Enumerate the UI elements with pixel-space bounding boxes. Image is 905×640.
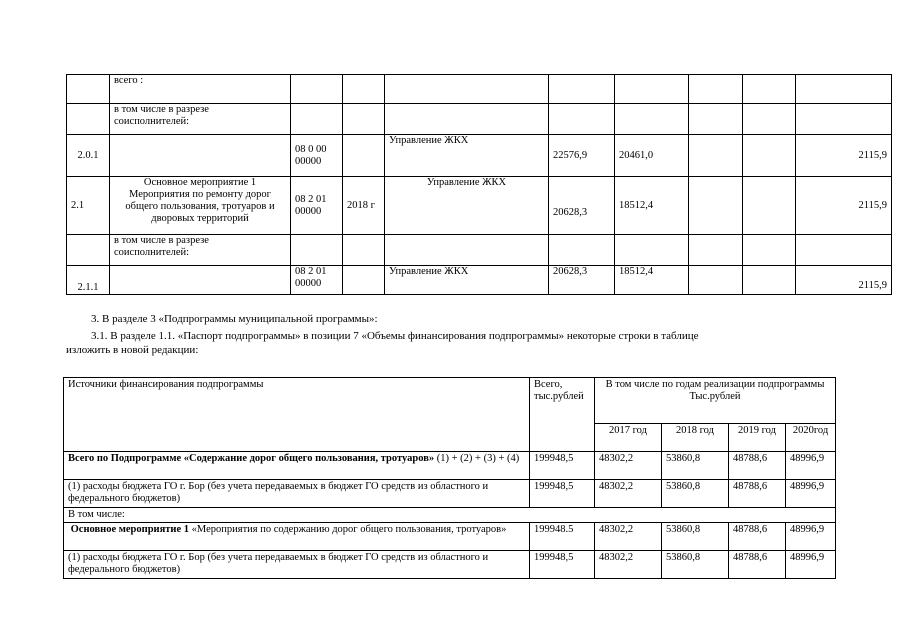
amount-year-1: 18512,4 (615, 177, 689, 235)
cell (385, 235, 549, 266)
header-sources: Источники финансирования подпрограммы (64, 378, 530, 452)
row-label-bold: Основное мероприятие 1 (70, 524, 190, 535)
amount-year-1: 20461,0 (615, 135, 689, 177)
cell (689, 177, 743, 235)
row-2017: 48302,2 (595, 523, 662, 551)
cell (743, 266, 796, 295)
row-number: 2.0.1 (67, 135, 110, 177)
row-2020: 48996,9 (786, 523, 836, 551)
header-years-unit: Тыс.рублей (689, 391, 741, 402)
executor: Управление ЖКХ (385, 266, 549, 295)
cell (343, 235, 385, 266)
row-label-rest: (1) + (2) + (3) + (4) (434, 453, 520, 464)
row-label (64, 452, 530, 480)
cell (615, 104, 689, 135)
budget-code: 08 0 00 00000 (291, 135, 343, 177)
header-year-2019: 2019 год (729, 424, 786, 452)
header-year-2018: 2018 год (662, 424, 729, 452)
cell (796, 235, 892, 266)
cell (689, 104, 743, 135)
row-total: 199948.5 (530, 523, 595, 551)
row-2018: 53860,8 (662, 480, 729, 508)
amount-total: 22576,9 (549, 135, 615, 177)
row-2017: 48302,2 (595, 551, 662, 579)
cell (689, 75, 743, 104)
cell (689, 266, 743, 295)
cell (549, 235, 615, 266)
row-2019: 48788,6 (729, 523, 786, 551)
executor: Управление ЖКХ (385, 177, 549, 235)
coexecutors-label: в том числе в разрезе соисполнителей: (110, 235, 291, 266)
cell (67, 235, 110, 266)
row-2017: 48302,2 (595, 480, 662, 508)
financing-table (63, 377, 836, 579)
header-years (595, 378, 836, 424)
cell (291, 104, 343, 135)
cell (689, 135, 743, 177)
header-total: Всего, тыс.рублей (530, 378, 595, 452)
section-3-1-text-cont: изложить в новой редакции: (66, 344, 199, 356)
measure-description: Основное мероприятие 1 Мероприятия по ремонту дорог общего пользования, тротуаров и дворовых территорий (110, 177, 291, 235)
cell (615, 235, 689, 266)
amount-total: 20628,3 (549, 177, 615, 235)
cell (796, 75, 892, 104)
budget-code: 08 2 01 00000 (291, 266, 343, 295)
row-total: 199948,5 (530, 452, 595, 480)
amount-total: 20628,3 (549, 266, 615, 295)
row-2020: 48996,9 (786, 480, 836, 508)
cell (343, 135, 385, 177)
total-label: всего : (110, 75, 291, 104)
row-label (64, 523, 530, 551)
subprogram-table-fragment (66, 74, 892, 295)
amount-year-1: 18512,4 (615, 266, 689, 295)
cell (291, 75, 343, 104)
cell (343, 104, 385, 135)
row-2017: 48302,2 (595, 452, 662, 480)
row-total: 199948,5 (530, 480, 595, 508)
row-2020: 48996,9 (786, 452, 836, 480)
row-label-rest: «Мероприятия по содержанию дорог общего пользования, тротуаров» (189, 524, 507, 535)
cell (743, 177, 796, 235)
including-label: В том числе: (64, 508, 836, 523)
year: 2018 г (343, 177, 385, 235)
executor: Управление ЖКХ (385, 135, 549, 177)
header-year-2017: 2017 год (595, 424, 662, 452)
cell (385, 104, 549, 135)
row-2018: 53860,8 (662, 452, 729, 480)
cell (743, 135, 796, 177)
cell (291, 235, 343, 266)
cell (343, 266, 385, 295)
cell (743, 235, 796, 266)
row-2019: 48788,6 (729, 452, 786, 480)
cell (67, 75, 110, 104)
cell (549, 75, 615, 104)
cell (343, 75, 385, 104)
row-2019: 48788,6 (729, 480, 786, 508)
section-3-heading: 3. В разделе 3 «Подпрограммы муниципальной программы»: (91, 313, 378, 325)
row-2018: 53860,8 (662, 551, 729, 579)
row-label: (1) расходы бюджета ГО г. Бор (без учета передаваемых в бюджет ГО средств из областного и федерального бюджетов) (64, 551, 530, 579)
amount-year-4: 2115,9 (796, 135, 892, 177)
row-2020: 48996,9 (786, 551, 836, 579)
cell (743, 75, 796, 104)
section-3-1-text: 3.1. В разделе 1.1. «Паспорт подпрограммы» в позиции 7 «Объемы финансирования подпрограммы» некоторые строки в таблице (91, 330, 699, 342)
cell (796, 104, 892, 135)
cell (67, 104, 110, 135)
cell (743, 104, 796, 135)
row-number: 2.1.1 (67, 266, 110, 295)
row-2018: 53860,8 (662, 523, 729, 551)
cell (110, 135, 291, 177)
amount-year-4: 2115,9 (796, 266, 892, 295)
cell (689, 235, 743, 266)
row-label-bold: Всего по Подпрограмме «Содержание дорог общего пользования, тротуаров» (68, 453, 435, 464)
cell (615, 75, 689, 104)
row-label: (1) расходы бюджета ГО г. Бор (без учета передаваемых в бюджет ГО средств из областного и федерального бюджетов) (64, 480, 530, 508)
cell (385, 75, 549, 104)
cell (549, 104, 615, 135)
coexecutors-label: в том числе в разрезе соисполнителей: (110, 104, 291, 135)
header-years-title: В том числе по годам реализации подпрограммы (605, 379, 825, 390)
amount-year-4: 2115,9 (796, 177, 892, 235)
row-2019: 48788,6 (729, 551, 786, 579)
header-year-2020: 2020год (786, 424, 836, 452)
budget-code: 08 2 01 00000 (291, 177, 343, 235)
row-number: 2.1 (67, 177, 110, 235)
cell (110, 266, 291, 295)
row-total: 199948,5 (530, 551, 595, 579)
